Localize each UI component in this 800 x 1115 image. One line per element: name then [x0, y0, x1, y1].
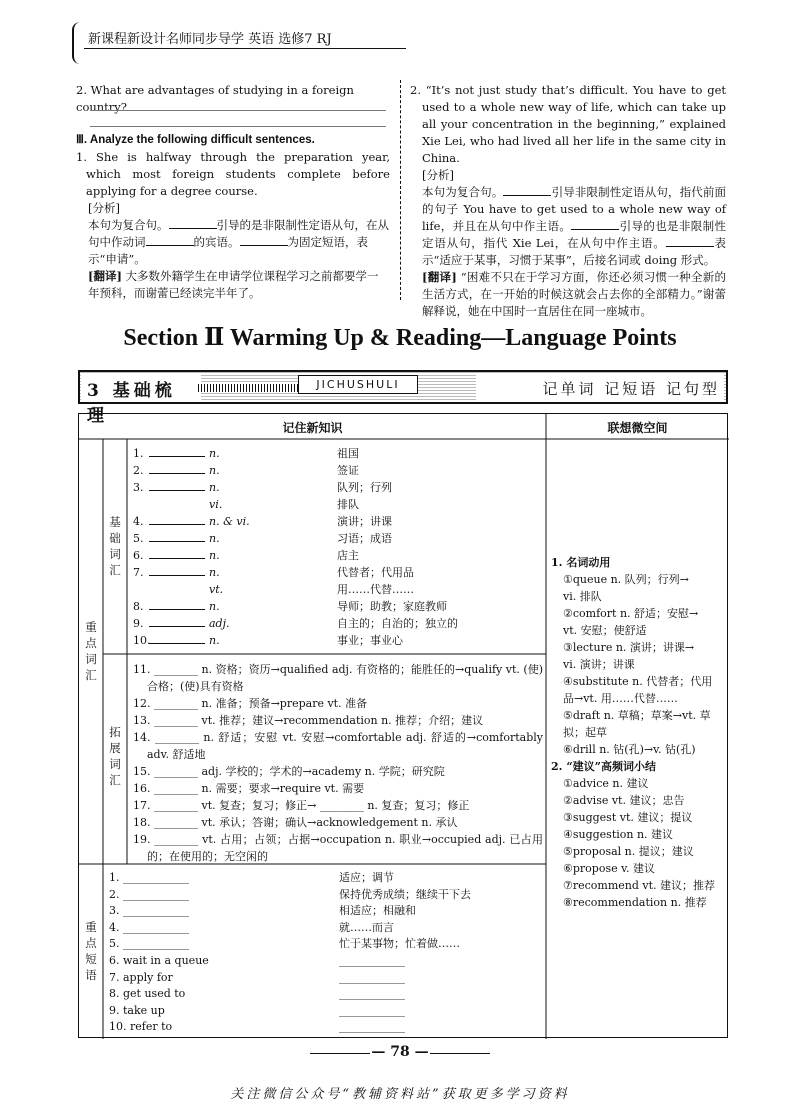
- side-note-line: ③lecture n. 演讲；讲课→: [563, 641, 695, 654]
- answer-blank[interactable]: [149, 566, 205, 576]
- question-2: 2. What are advantages of studying in a foreign country?: [76, 83, 354, 114]
- analysis-text: 为固定短语，表示“申请”。: [88, 235, 368, 266]
- part-of-speech: n. & vi.: [209, 515, 250, 528]
- chinese-meaning: 用……代替……: [337, 583, 414, 596]
- phrase-left[interactable]: 7. apply for: [109, 970, 173, 984]
- part-of-speech: n.: [209, 549, 220, 562]
- side-note-line: ⑥propose v. 建议: [563, 862, 656, 875]
- phrase-left[interactable]: 3. ____________: [109, 904, 189, 918]
- analysis-text: 引导的也是非限制性定语从句，指代 Xie Lei，在从句中作主语。: [422, 219, 726, 250]
- answer-blank[interactable]: [503, 185, 551, 196]
- translation-text: “困难不只在于学习方面，你还必须习惯一种全新的生活方式，在一开始的时候这就会占去你的全部精力。”谢蕾解释说，她在中国时一直居住在同一座城市。: [422, 270, 726, 318]
- phrase-list: [109, 869, 543, 1035]
- chinese-meaning: 事业；事业心: [337, 634, 403, 647]
- ext-row: 18. ________ vt. 承认；答谢；确认→acknowledgement n. 承认: [133, 816, 458, 829]
- chinese-meaning: 排队: [337, 498, 359, 511]
- band-title: [81, 373, 201, 426]
- item-number: 4.: [133, 515, 144, 528]
- ext-row: 12. ________ n. 准备；预备→prepare vt. 准备: [133, 697, 368, 710]
- side-note-line: ⑦recommend vt. 建议；推荐: [563, 879, 716, 892]
- band-title-text: 基础梳理: [87, 381, 176, 426]
- ext-row: 16. ________ n. 需要；要求→require vt. 需要: [133, 782, 365, 795]
- chinese-meaning: 代替者；代用品: [337, 566, 414, 579]
- answer-blank[interactable]: [149, 634, 205, 644]
- phrase-left[interactable]: 4. ____________: [109, 920, 189, 934]
- chinese-meaning: 店主: [337, 549, 359, 562]
- item-number: 5.: [133, 532, 144, 545]
- table-head-left: 记住新知识: [282, 421, 343, 435]
- answer-blank[interactable]: [149, 481, 205, 491]
- chinese-meaning: 队列；行列: [337, 481, 392, 494]
- column-divider: [400, 80, 401, 300]
- part-of-speech: n.: [209, 447, 220, 460]
- answer-blank[interactable]: [666, 236, 714, 247]
- chinese-meaning: 演讲；讲课: [337, 515, 392, 528]
- answer-line[interactable]: [90, 126, 386, 127]
- phrase-right: 忙于某事物；忙着做……: [339, 937, 460, 951]
- analysis-tag: [分析]: [88, 201, 120, 215]
- phrase-row: [109, 902, 543, 919]
- phrase-row: [109, 1018, 543, 1035]
- basic-row: [133, 530, 543, 547]
- chinese-meaning: 习语；成语: [337, 532, 392, 545]
- sentence-1: 1. She is halfway through the preparation year, which most foreign students complete before applying for a degree course.: [76, 150, 390, 198]
- ext-row: 14. ________ n. 舒适；安慰 vt. 安慰→comfortable adj. 舒适的→comfortably adv. 舒适地: [133, 731, 543, 761]
- chinese-meaning: 自主的；自治的；独立的: [337, 617, 458, 630]
- phrase-row: [109, 969, 543, 986]
- band-pinyin: JICHUSHULI: [298, 375, 418, 394]
- vocab-table: [78, 413, 728, 1038]
- analysis-text: 本句为复合句。: [422, 185, 504, 199]
- part-of-speech: n.: [209, 634, 220, 647]
- side-note-line: 拟；起草: [563, 726, 607, 739]
- answer-blank[interactable]: [146, 235, 194, 246]
- basic-row: [133, 479, 543, 496]
- phrase-right: ____________: [339, 953, 405, 967]
- chinese-meaning: 祖国: [337, 447, 359, 460]
- phrase-left[interactable]: 5. ____________: [109, 937, 189, 951]
- footer-note: 关注微信公众号“教辅资料站”获取更多学习资料: [230, 1087, 570, 1102]
- phrase-row: [109, 869, 543, 886]
- phrase-row: [109, 935, 543, 952]
- item-number: 2.: [133, 464, 144, 477]
- analysis-text: 引导的是非限制性定语从句，在从句中作动词: [88, 218, 389, 249]
- item-number: 7.: [133, 566, 144, 579]
- side-note-line: ⑤draft n. 草稿；草案→vt. 草: [563, 709, 711, 722]
- group-label-main: 重点词汇: [85, 620, 97, 682]
- header-rule: [84, 48, 406, 49]
- section-heading: Ⅲ. Analyze the following difficult sentences.: [76, 134, 315, 146]
- ext-list: [133, 661, 543, 865]
- band-subtitle: 记单词 记短语 记句型: [476, 373, 724, 401]
- part-of-speech: n.: [209, 566, 220, 579]
- sentence-2: 2. “It’s not just study that’s difficult. You have to get used to a whole new way of life, which can take up all your concentration in the beginning,” explained Xie Lei, who had lived all her life in the same city in China.: [410, 83, 726, 165]
- basic-row: [133, 462, 543, 479]
- part-of-speech: n.: [209, 464, 220, 477]
- phrase-left[interactable]: 8. get used to: [109, 987, 186, 1001]
- phrase-right: ____________: [339, 1003, 405, 1017]
- translation-tag: [翻译]: [422, 270, 457, 284]
- phrase-right: ____________: [339, 970, 405, 984]
- translation-text: 大多数外籍学生在申请学位课程学习之前都要学一年预科，而谢蕾已经读完半年了。: [88, 269, 379, 300]
- group-label-phrases: 重点短语: [85, 920, 97, 982]
- side-notes: [551, 554, 725, 911]
- phrase-row: [109, 1002, 543, 1019]
- phrase-right: ____________: [339, 987, 405, 1001]
- band-number: 3: [87, 381, 103, 401]
- answer-blank[interactable]: [149, 617, 205, 627]
- translation-tag: [翻译]: [88, 269, 122, 283]
- basic-row: [133, 445, 543, 462]
- part-of-speech: vt.: [209, 583, 224, 596]
- side-note-line: ④suggestion n. 建议: [563, 828, 674, 841]
- basic-row: [133, 496, 543, 513]
- side-note-line: ①queue n. 队列；行列→: [563, 573, 689, 586]
- header-bracket: [72, 22, 80, 64]
- side-note-line: ②comfort n. 舒适；安慰→: [563, 607, 699, 620]
- basic-row: [133, 598, 543, 615]
- answer-blank[interactable]: [149, 515, 205, 525]
- ext-row: 17. ________ vt. 复查；复习；修正→ ________ n. 复查；复习；修正: [133, 799, 470, 812]
- part-of-speech: vi.: [209, 498, 223, 511]
- footer-rule-right: [430, 1053, 490, 1054]
- answer-blank[interactable]: [149, 532, 205, 542]
- answer-blank[interactable]: [149, 447, 205, 457]
- phrase-row: [109, 919, 543, 936]
- basic-row: [133, 547, 543, 564]
- item-number: 10.: [133, 634, 151, 647]
- side-note-line: 1. 名词动用: [551, 556, 611, 569]
- running-header: 新课程新设计名师同步导学 英语 选修7 RJ: [88, 32, 332, 47]
- phrase-right: ____________: [339, 1020, 405, 1034]
- item-number: 3.: [133, 481, 144, 494]
- phrase-row: [109, 985, 543, 1002]
- basic-row: [133, 615, 543, 632]
- basic-row: [133, 632, 543, 649]
- side-note-line: ③suggest vt. 建议；提议: [563, 811, 693, 824]
- side-note-line: ⑥drill n. 钻(孔)→v. 钻(孔): [563, 743, 696, 756]
- phrase-row: [109, 952, 543, 969]
- side-note-line: vt. 安慰；使舒适: [563, 624, 647, 637]
- basic-row: [133, 564, 543, 581]
- phrase-left[interactable]: 1. ____________: [109, 871, 189, 884]
- side-note-line: ⑤proposal n. 提议；建议: [563, 845, 694, 858]
- group-label-basic: 基础词汇: [109, 515, 121, 577]
- answer-blank[interactable]: [240, 235, 288, 246]
- phrase-right: 适应；调节: [339, 871, 394, 884]
- phrase-right: 相适应；相融和: [339, 904, 416, 918]
- table-head-right: 联想微空间: [607, 421, 668, 435]
- analysis-text: 表示“适应于某事，习惯于某事”，后接名词或 doing 形式。: [422, 236, 726, 267]
- side-note-line: ①advice n. 建议: [563, 777, 649, 790]
- item-number: 9.: [133, 617, 144, 630]
- part-of-speech: n.: [209, 481, 220, 494]
- basic-row: [133, 581, 543, 598]
- ext-row: 19. ________ vt. 占用；占领；占据→occupation n. 职业→occupied adj. 已占用的；在使用的；无空闲的: [133, 833, 543, 863]
- ext-row: 15. ________ adj. 学校的；学术的→academy n. 学院；研究院: [133, 765, 445, 778]
- right-column: [410, 82, 726, 320]
- phrase-left[interactable]: 6. wait in a queue: [109, 953, 209, 967]
- analysis-text: 本句为复合句。: [88, 218, 169, 232]
- part-of-speech: n.: [209, 600, 220, 613]
- phrase-left[interactable]: 10. refer to: [109, 1020, 173, 1034]
- answer-blank[interactable]: [149, 549, 205, 559]
- analysis-text: 引导非限制性定语从句，指代前面的句子 You have to get used to a whole new way of life，并且在从句中作主语。: [422, 185, 727, 233]
- basic-row: [133, 513, 543, 530]
- side-note-line: ④substitute n. 代替者；代用: [563, 675, 713, 688]
- side-note-line: 2. “建议”高频词小结: [551, 760, 656, 773]
- ext-row: 11. ________ n. 资格；资历→qualified adj. 有资格的；能胜任的→qualify vt. (使)合格；(使)具有资格: [133, 663, 543, 693]
- ext-row: 13. ________ vt. 推荐；建议→recommendation n. 推荐；介绍；建议: [133, 714, 484, 727]
- answer-blank[interactable]: [149, 600, 205, 610]
- phrase-left[interactable]: 2. ____________: [109, 887, 189, 901]
- phrase-right: 就……而言: [339, 920, 394, 934]
- answer-blank[interactable]: [169, 218, 217, 229]
- phrase-left[interactable]: 9. take up: [109, 1003, 165, 1017]
- answer-line[interactable]: [90, 110, 386, 111]
- phrase-row: [109, 886, 543, 903]
- group-label-ext: 拓展词汇: [109, 725, 121, 787]
- phrase-right: 保持优秀成绩；继续干下去: [339, 887, 471, 901]
- side-note-line: vi. 排队: [563, 590, 602, 603]
- chinese-meaning: 签证: [337, 464, 359, 477]
- side-note-line: ②advise vt. 建议；忠告: [563, 794, 685, 807]
- side-note-line: vi. 演讲；讲课: [563, 658, 635, 671]
- analysis-tag: [分析]: [422, 168, 454, 182]
- item-number: 6.: [133, 549, 144, 562]
- answer-blank[interactable]: [571, 219, 619, 230]
- part-of-speech: n.: [209, 532, 220, 545]
- item-number: 1.: [133, 447, 144, 460]
- chinese-meaning: 导师；助教；家庭教师: [337, 600, 447, 613]
- band-barcode: [198, 384, 302, 392]
- side-note-line: ⑧recommendation n. 推荐: [563, 896, 707, 909]
- page-number: — 78 —: [371, 1044, 429, 1060]
- side-note-line: 品→vt. 用……代替……: [563, 692, 678, 705]
- item-number: 8.: [133, 600, 144, 613]
- section-title: Section Ⅱ Warming Up & Reading—Language Points: [123, 325, 677, 351]
- basic-list: [133, 445, 543, 649]
- answer-blank[interactable]: [149, 464, 205, 474]
- left-analysis: [76, 132, 390, 302]
- analysis-text: 的宾语。: [193, 235, 240, 249]
- part-of-speech: adj.: [209, 617, 230, 630]
